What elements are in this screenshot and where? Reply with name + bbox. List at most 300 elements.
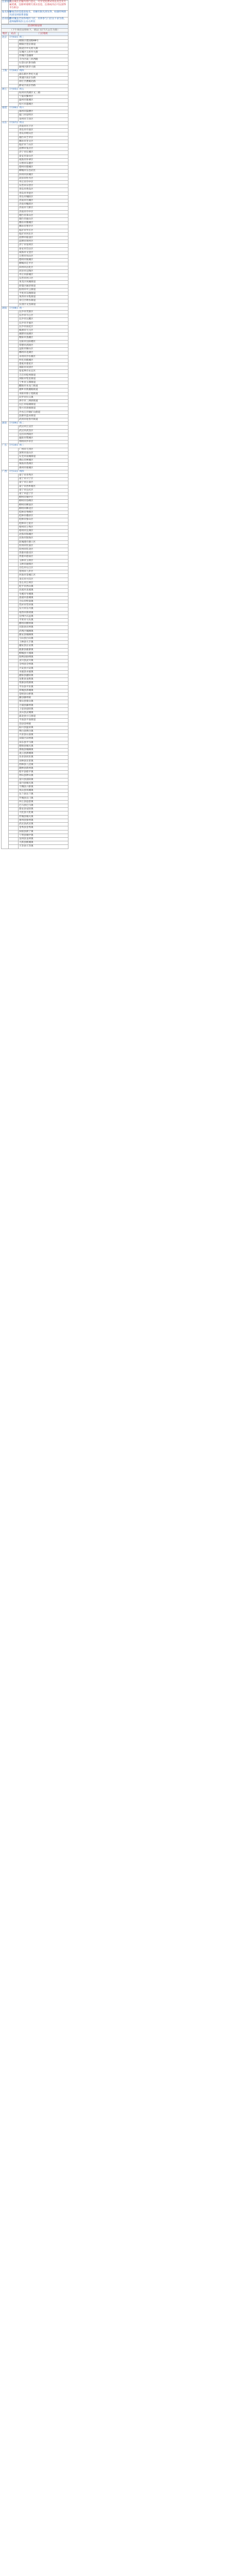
address-cell: 东营市河口区 xyxy=(19,277,68,281)
site-cell xyxy=(9,262,19,266)
site-cell xyxy=(9,730,19,734)
address-cell: 都安县安阳镇 xyxy=(19,808,68,811)
address-cell: 柳州市柳南区 xyxy=(19,503,68,507)
address-cell: 西城区金融街 xyxy=(19,55,68,58)
table-row xyxy=(2,518,68,522)
table-row xyxy=(2,581,68,585)
region-label-row xyxy=(2,106,68,110)
address-cell: 陆川县温泉镇 xyxy=(19,726,68,730)
address-cell: 宜昌市西陵区 xyxy=(19,433,68,436)
header-tag: 活动范围 xyxy=(2,18,9,24)
site-cell xyxy=(9,841,19,845)
table-row xyxy=(2,333,68,336)
table-row xyxy=(2,329,68,333)
address-cell: 天峨县六排镇 xyxy=(19,786,68,789)
site-cell xyxy=(9,626,19,630)
site-cell xyxy=(9,359,19,362)
site-cell xyxy=(9,414,19,418)
site-cell xyxy=(9,518,19,522)
site-cell xyxy=(9,789,19,793)
address-cell: 衡阳市蒸湘区 xyxy=(19,336,68,340)
address-cell: 大化县大化镇 xyxy=(19,811,68,815)
site-cell xyxy=(9,826,19,830)
table-row xyxy=(2,177,68,180)
table-row xyxy=(2,604,68,607)
table-row xyxy=(2,808,68,811)
site-cell xyxy=(9,481,19,485)
address-cell: 通州区新华大街 xyxy=(19,65,68,69)
site-cell xyxy=(9,117,19,121)
region-date-label: 7月04日 周四 xyxy=(9,69,68,73)
site-cell xyxy=(9,767,19,771)
site-cell xyxy=(9,155,19,158)
site-cell xyxy=(9,645,19,648)
address-cell: 长沙市雨花区 xyxy=(19,325,68,329)
address-cell: 湘乡市新湘路街道 xyxy=(19,388,68,392)
address-cell: 即墨区通济街道 xyxy=(19,284,68,288)
address-cell: 怀化市鹤城区 xyxy=(19,359,68,362)
region-label-row xyxy=(2,36,68,40)
site-cell xyxy=(9,808,19,811)
address-cell: 东兴市东兴镇 xyxy=(19,607,68,611)
table-row xyxy=(2,103,68,106)
site-cell xyxy=(9,296,19,299)
table-row xyxy=(2,311,68,314)
table-row xyxy=(2,266,68,269)
site-cell xyxy=(9,823,19,826)
region-name: 浙江 xyxy=(2,88,9,106)
site-cell xyxy=(9,392,19,396)
site-cell xyxy=(9,493,19,496)
site-cell xyxy=(9,43,19,47)
address-cell: 岑溪市岑城镇 xyxy=(19,592,68,596)
site-cell xyxy=(9,429,19,433)
table-row xyxy=(2,143,68,147)
address-cell: 南宁市良庆区 xyxy=(19,488,68,492)
site-cell xyxy=(9,796,19,800)
site-cell xyxy=(9,585,19,589)
table-row xyxy=(2,192,68,195)
site-cell xyxy=(9,655,19,659)
table-row xyxy=(2,823,68,826)
table-row xyxy=(2,43,68,47)
table-row xyxy=(2,692,68,696)
table-row xyxy=(2,685,68,689)
address-cell: 烟台市莱山区 xyxy=(19,214,68,217)
table-row xyxy=(2,592,68,596)
table-row xyxy=(2,269,68,273)
address-cell: 柳城县大埔镇 xyxy=(19,652,68,655)
site-cell xyxy=(9,622,19,626)
site-cell xyxy=(9,685,19,689)
address-cell: 临沂市兰山区 xyxy=(19,143,68,147)
region-label-row xyxy=(2,307,68,310)
address-cell: 南宁市邕宁区 xyxy=(19,493,68,496)
site-cell xyxy=(9,667,19,670)
site-cell xyxy=(9,151,19,155)
address-cell: 永州市冷水滩区 xyxy=(19,355,68,359)
site-cell xyxy=(9,411,19,414)
site-cell xyxy=(9,759,19,763)
address-cell: 柳州市柳北区 xyxy=(19,507,68,511)
table-row xyxy=(2,711,68,715)
table-row xyxy=(2,544,68,548)
region-label-row xyxy=(2,121,68,125)
schedule-title: 活动时间安排 xyxy=(2,25,68,28)
table-row xyxy=(2,796,68,800)
address-cell: 绍兴市越城区 xyxy=(19,103,68,106)
address-cell: 永福县永福镇 xyxy=(19,670,68,674)
address-cell: 宁明县城中镇 xyxy=(19,834,68,837)
table-row xyxy=(2,55,68,58)
site-cell xyxy=(9,210,19,214)
table-row xyxy=(2,655,68,659)
site-cell xyxy=(9,459,19,463)
site-cell xyxy=(9,381,19,384)
site-cell xyxy=(9,652,19,655)
site-cell xyxy=(9,500,19,503)
table-row xyxy=(2,841,68,845)
address-cell: 黄浦区南京东路 xyxy=(19,77,68,80)
site-cell xyxy=(9,311,19,314)
address-cell: 枣庄市市中区 xyxy=(19,180,68,184)
address-cell: 来宾市兴宾区 xyxy=(19,578,68,581)
schedule-note-row xyxy=(2,28,68,32)
address-cell: 青岛市黄岛区 xyxy=(19,188,68,192)
table-row xyxy=(2,336,68,340)
site-cell xyxy=(9,84,19,88)
table-row xyxy=(2,403,68,407)
region-date-label: 7月09日 周二 xyxy=(9,422,68,426)
site-cell xyxy=(9,199,19,202)
address-cell: 津市市三洲驿街道 xyxy=(19,399,68,403)
table-row xyxy=(2,296,68,299)
site-cell xyxy=(9,321,19,325)
address-cell: 泰安市岱岳区 xyxy=(19,247,68,251)
site-cell xyxy=(9,682,19,685)
table-row xyxy=(2,392,68,396)
site-cell xyxy=(9,544,19,548)
site-cell xyxy=(9,269,19,273)
site-cell xyxy=(9,522,19,526)
table-row xyxy=(2,749,68,752)
address-cell: 济南市天桥区 xyxy=(19,207,68,210)
site-cell xyxy=(9,552,19,555)
site-cell xyxy=(9,574,19,578)
address-cell: 济南市历城区 xyxy=(19,199,68,202)
site-cell xyxy=(9,370,19,374)
address-cell: 南宁市西乡塘区 xyxy=(19,485,68,488)
address-cell: 德州市德城区 xyxy=(19,166,68,170)
address-cell: 益阳市赫山区 xyxy=(19,348,68,351)
table-row xyxy=(2,493,68,496)
site-cell xyxy=(9,418,19,421)
address-cell: 潍坊市奎文区 xyxy=(19,140,68,143)
site-cell xyxy=(9,229,19,232)
table-row xyxy=(2,136,68,140)
address-cell: 济宁市任城区 xyxy=(19,151,68,155)
table-row xyxy=(2,184,68,188)
address-cell: 枣庄市薛城区 xyxy=(19,274,68,277)
address-cell: 兴安县兴安镇 xyxy=(19,667,68,670)
site-cell xyxy=(9,533,19,537)
address-cell: 乐业县同乐镇 xyxy=(19,756,68,759)
site-cell xyxy=(9,537,19,540)
region-label-row xyxy=(2,422,68,426)
address-cell: 隆安县城厢镇 xyxy=(19,633,68,637)
site-cell xyxy=(9,92,19,95)
table-row xyxy=(2,251,68,255)
address-cell: 宁波市鄞州区 xyxy=(19,95,68,99)
table-row xyxy=(2,622,68,626)
site-cell xyxy=(9,478,19,481)
site-cell xyxy=(9,314,19,318)
table-row xyxy=(2,73,68,77)
region-date-label: 7月10日 周三 xyxy=(9,444,68,448)
site-cell xyxy=(9,589,19,592)
table-row xyxy=(2,281,68,284)
table-row xyxy=(2,411,68,414)
address-cell: 菏泽市定陶区 xyxy=(19,269,68,273)
table-row xyxy=(2,763,68,767)
site-cell xyxy=(9,251,19,255)
site-cell xyxy=(9,463,19,466)
table-row xyxy=(2,726,68,730)
table-row xyxy=(2,84,68,88)
address-cell: 桂平市西山镇 xyxy=(19,585,68,589)
site-cell xyxy=(9,507,19,511)
site-cell xyxy=(9,284,19,288)
address-cell: 珠海市香洲区 xyxy=(19,463,68,466)
site-cell xyxy=(9,815,19,819)
site-cell xyxy=(9,451,19,455)
table-row xyxy=(2,314,68,318)
address-cell: 日照市东港区 xyxy=(19,162,68,165)
site-cell xyxy=(9,407,19,411)
table-row xyxy=(2,351,68,355)
site-cell xyxy=(9,403,19,407)
header-text: 参加活动需提前报名，名额有限先到先得，如遇特殊情况请及时联系客服 xyxy=(9,10,68,17)
address-cell: 合浦县廉州镇 xyxy=(19,704,68,707)
region-date-label: 7月05日 周五 xyxy=(9,88,68,91)
table-row xyxy=(2,303,68,307)
table-row xyxy=(2,236,68,240)
address-cell: 灌阳县灌阳镇 xyxy=(19,674,68,677)
site-cell xyxy=(9,474,19,478)
address-cell: 南宁市江南区 xyxy=(19,481,68,485)
address-cell: 贵港市港北区 xyxy=(19,552,68,555)
header-tag: 报名须知 xyxy=(2,10,9,17)
table-row xyxy=(2,511,68,515)
address-cell: 济南市槐荫区 xyxy=(19,203,68,207)
address-cell: 邵阳市双清区 xyxy=(19,366,68,370)
address-cell: 博白县博白镇 xyxy=(19,730,68,734)
address-cell: 德保县城关镇 xyxy=(19,744,68,748)
address-cell: 青岛市市南区 xyxy=(19,129,68,132)
table-row xyxy=(2,407,68,411)
table-row xyxy=(2,58,68,62)
site-cell xyxy=(9,734,19,737)
site-cell xyxy=(9,110,19,114)
address-cell: 隆林县新州镇 xyxy=(19,767,68,771)
address-cell: 长沙市芙蓉区 xyxy=(19,311,68,314)
address-cell: 杭州市西湖区文三路 xyxy=(19,92,68,95)
site-cell xyxy=(9,355,19,359)
address-cell: 上林县大丰镇 xyxy=(19,641,68,645)
address-cell: 泉州市丰泽区 xyxy=(19,117,68,121)
site-cell xyxy=(9,726,19,730)
table-row xyxy=(2,207,68,210)
site-cell xyxy=(9,700,19,704)
table-row xyxy=(2,830,68,834)
table-row xyxy=(2,92,68,95)
address-cell: 藤县藤州镇 xyxy=(19,697,68,700)
site-cell xyxy=(9,659,19,663)
table-row xyxy=(2,247,68,251)
address-cell: 荔浦市荔城镇 xyxy=(19,596,68,600)
site-cell xyxy=(9,778,19,782)
header-text: 活动覆盖全国各地区门店，具体参与门店以下表为准，最终解释权归主办方所有 xyxy=(9,18,68,24)
table-row xyxy=(2,62,68,65)
table-row xyxy=(2,340,68,344)
table-row xyxy=(2,284,68,288)
site-cell xyxy=(9,188,19,192)
address-cell: 兴业县石南镇 xyxy=(19,734,68,737)
table-row xyxy=(2,210,68,214)
site-cell xyxy=(9,663,19,667)
table-row xyxy=(2,630,68,633)
header-row xyxy=(2,10,68,17)
table-row xyxy=(2,292,68,296)
table-row xyxy=(2,95,68,99)
table-row xyxy=(2,77,68,80)
address-cell: 温州市鹿城区 xyxy=(19,99,68,103)
address-cell: 常德市武陵区 xyxy=(19,344,68,347)
site-cell xyxy=(9,540,19,544)
table-row xyxy=(2,789,68,793)
table-row xyxy=(2,611,68,615)
site-cell xyxy=(9,303,19,307)
site-cell xyxy=(9,244,19,247)
site-cell xyxy=(9,143,19,147)
address-cell: 南宁市青秀区 xyxy=(19,474,68,478)
address-cell: 阳朔县阳朔镇 xyxy=(19,655,68,659)
address-cell: 苍梧县石桥镇 xyxy=(19,692,68,696)
table-row xyxy=(2,318,68,321)
address-cell: 浦北县小江街道 xyxy=(19,715,68,719)
site-cell xyxy=(9,648,19,652)
site-cell xyxy=(9,40,19,43)
address-cell: 恭城县恭城镇 xyxy=(19,689,68,692)
site-cell xyxy=(9,570,19,574)
address-cell: 那坡县城厢镇 xyxy=(19,749,68,752)
site-cell xyxy=(9,697,19,700)
address-cell: 郴州市北湖区 xyxy=(19,351,68,355)
table-row xyxy=(2,637,68,640)
table-row xyxy=(2,530,68,533)
address-cell: 济南市市中区 xyxy=(19,210,68,214)
site-cell xyxy=(9,399,19,403)
site-cell xyxy=(9,689,19,692)
site-cell xyxy=(9,811,19,815)
table-row xyxy=(2,793,68,796)
table-row xyxy=(2,222,68,225)
table-row xyxy=(2,570,68,574)
site-cell xyxy=(9,485,19,488)
table-row xyxy=(2,574,68,578)
region-date-label: 7月06日 周六 xyxy=(9,106,68,110)
site-cell xyxy=(9,804,19,808)
site-cell xyxy=(9,47,19,50)
site-cell xyxy=(9,247,19,251)
address-cell: 潍坊市潍城区 xyxy=(19,222,68,225)
site-cell xyxy=(9,440,19,444)
table-row xyxy=(2,596,68,600)
site-cell xyxy=(9,555,19,559)
address-cell: 平度市东阁街道 xyxy=(19,292,68,296)
address-cell: 长沙市岳麓区 xyxy=(19,318,68,321)
region-date-label: 7月03日 周三 xyxy=(9,36,68,40)
table-row xyxy=(2,722,68,726)
table-row xyxy=(2,396,68,399)
table-row xyxy=(2,418,68,421)
site-cell xyxy=(9,559,19,563)
site-cell xyxy=(9,433,19,436)
table-row xyxy=(2,496,68,500)
address-cell: 玉林市玉州区 xyxy=(19,559,68,563)
table-row xyxy=(2,834,68,837)
table-row xyxy=(2,240,68,244)
region-date-label: 7月11日 周四 xyxy=(9,470,68,473)
table-row xyxy=(2,652,68,655)
table-row xyxy=(2,244,68,247)
table-row xyxy=(2,225,68,229)
table-row xyxy=(2,533,68,537)
site-cell xyxy=(9,793,19,796)
address-cell: 宾阳县宾州镇 xyxy=(19,626,68,630)
address-cell: 北海市海城区 xyxy=(19,533,68,537)
table-row xyxy=(2,125,68,128)
address-cell: 北海市银海区 xyxy=(19,537,68,540)
table-row xyxy=(2,195,68,199)
table-row xyxy=(2,744,68,748)
address-cell: 武冈市迎春亭街道 xyxy=(19,418,68,421)
site-cell xyxy=(9,515,19,518)
table-row xyxy=(2,463,68,466)
site-cell xyxy=(9,140,19,143)
table-row xyxy=(2,526,68,529)
site-cell xyxy=(9,377,19,381)
address-cell: 醴陵市来龙门街道 xyxy=(19,385,68,388)
header-table xyxy=(1,0,68,24)
table-row xyxy=(2,277,68,281)
schedule-note: （下午场次安排如下，请以门店当天公告为准） xyxy=(2,28,68,32)
address-cell: 吉首市乾州街道 xyxy=(19,374,68,377)
site-cell xyxy=(9,615,19,618)
site-cell xyxy=(9,173,19,177)
table-row xyxy=(2,819,68,822)
site-cell xyxy=(9,704,19,707)
col-header-site: 站点 xyxy=(9,32,19,36)
site-cell xyxy=(9,274,19,277)
address-cell: 耒阳市蔡子池街道 xyxy=(19,392,68,396)
address-cell: 张家界市永定区 xyxy=(19,370,68,374)
site-cell xyxy=(9,77,19,80)
site-cell xyxy=(9,277,19,281)
site-cell xyxy=(9,715,19,719)
address-cell: 钦州市钦南区 xyxy=(19,544,68,548)
address-cell: 佛山市禅城区 xyxy=(19,459,68,463)
